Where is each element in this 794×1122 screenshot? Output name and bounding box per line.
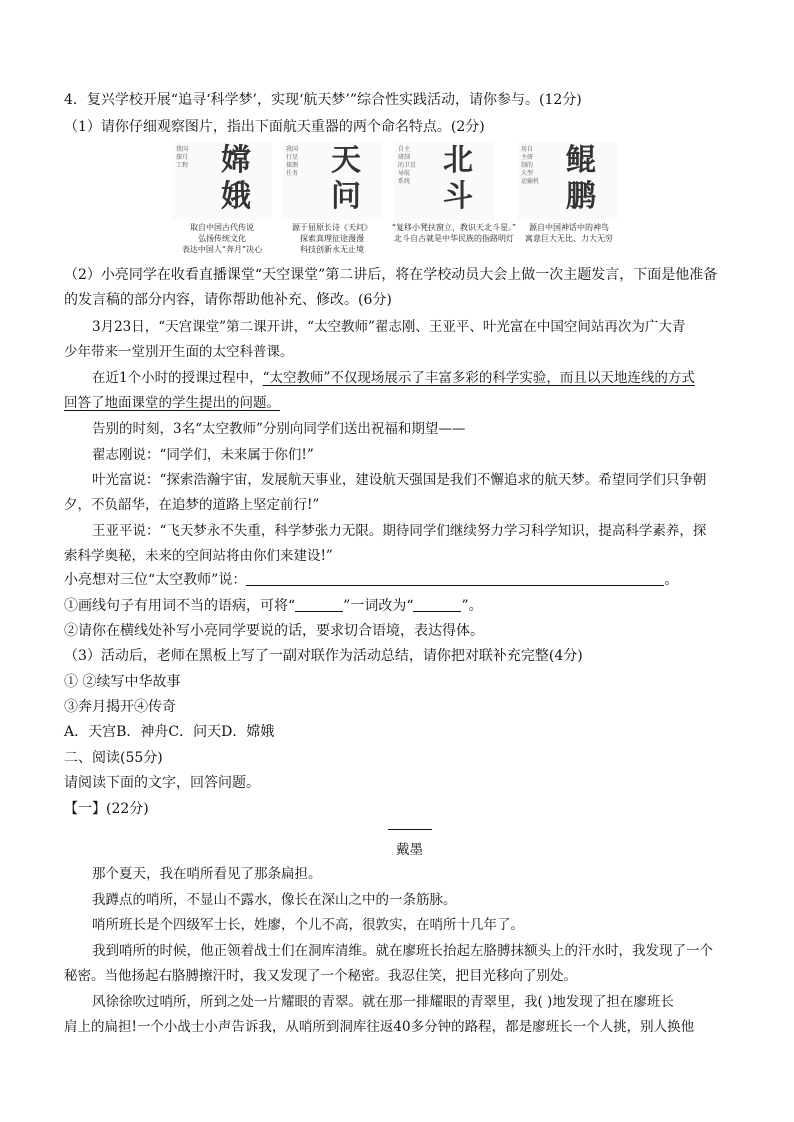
story-para3: 哨所班长是个四级军士长，姓廖，个儿不高，很敦实，在哨所十几年了。 bbox=[92, 917, 524, 933]
spacecraft-figure-strip bbox=[172, 142, 632, 252]
answer-options: A．天宫B．神舟C．问天D．嫦娥 bbox=[64, 724, 275, 740]
figure-chang-e: 我国 探月 工程 嫦 娥 bbox=[172, 142, 272, 220]
figure-wentian: 我国 行星 探测 任务 天 问 bbox=[282, 142, 382, 220]
underlined-sentence: “太空教师”不仅现场展示了丰富多彩的科学实验，而且以天地连线的方式 bbox=[262, 370, 695, 386]
speech-para2-line2: 回答了地面课堂的学生提出的问题。 bbox=[64, 395, 280, 411]
subquestion-2: ②请你在横线处补写小亮同学要说的话，要求切合语境，表达得体。 bbox=[64, 623, 484, 639]
say-to-teachers: 小亮想对三位“太空教师”说： 。 bbox=[64, 572, 679, 588]
title-rule bbox=[388, 829, 432, 830]
caption-beidou: “复移小凳扶窗立，教识天北斗星。” 北斗自古就是中华民族的指路明灯 bbox=[391, 223, 517, 243]
part-1-heading: 【一】(22分) bbox=[64, 801, 149, 817]
subquestion-1: ①画线句子有用词不当的语病，可将“ ”一词改为“ ”。 bbox=[64, 598, 483, 614]
question-4-2-line2: 的发言稿的部分内容，请你帮助他补充、修改。(6分) bbox=[64, 292, 392, 308]
story-para2: 我蹲点的哨所，不显山不露水，像长在深山之中的一条筋脉。 bbox=[92, 892, 457, 908]
couplet-line2: ③奔月揭开④传奇 bbox=[64, 699, 176, 715]
caption-chang-e: 取自中国古代传说 弘扬传统文化 表达中国人“奔月”决心 bbox=[181, 223, 263, 254]
story-para4-line2: 秘密。当他扬起右胳膊擦汗时，我又发现了一个秘密。我忍住笑，把目光移向了别处。 bbox=[64, 968, 577, 984]
story-para5-line1: 风徐徐吹过哨所，所到之处一片耀眼的青翠。就在那一排耀眼的青翠里，我( )地发现了担在廖班长 bbox=[92, 994, 674, 1010]
speech-para6-line1: 王亚平说：“飞天梦永不失重，科学梦张力无限。期待同学们继续努力学习科学知识，提高科学素养，探 bbox=[92, 523, 707, 539]
question-4-3: （3）活动后，老师在黑板上写了一副对联作为活动总结，请你把对联补充完整(4分) bbox=[64, 648, 583, 664]
reading-instruction: 请阅读下面的文字，回答问题。 bbox=[64, 775, 260, 791]
figure-beidou: 自主 研制 的卫星 导航 系统 北 斗 bbox=[394, 142, 494, 220]
caption-kunpeng: 源自中国神话中的神鸟 寓意巨大无比、力大无穷 bbox=[525, 223, 613, 243]
couplet-line1: ① ②续写中华故事 bbox=[64, 674, 181, 690]
section-2-heading: 二、阅读(55分) bbox=[64, 750, 163, 766]
story-para5-line2: 肩上的扁担!一个小战士小声告诉我，从哨所到洞库往返40多分钟的路程，都是廖班长一个人挑，别人换他 bbox=[64, 1019, 695, 1035]
question-4-2-line1: （2）小亮同学在收看直播课堂“天空课堂”第二讲后，将在学校动员大会上做一次主题发言，下面是他准备 bbox=[64, 267, 718, 283]
answer-blank-original-word[interactable] bbox=[295, 597, 343, 612]
speech-para6-line2: 索科学奥秘，未来的空间站将由你们来建设!” bbox=[64, 548, 333, 564]
speech-para1-line1: 3月23日，“天宫课堂”第二课开讲，“太空教师”翟志刚、王亚平、叶光富在中国空间站再次为广大青 bbox=[92, 319, 686, 335]
speech-para5-line1: 叶光富说：“探索浩瀚宇宙，发展航天事业，建设航天强国是我们不懈追求的航天梦。希望同学们只争朝 bbox=[92, 472, 707, 488]
answer-blank-replacement-word[interactable] bbox=[413, 597, 461, 612]
speech-para3: 告别的时刻，3名“太空教师”分别向同学们送出祝福和期望—— bbox=[92, 421, 466, 437]
caption-wentian: 源于屈原长诗《天问》 探索真理征途漫漫 科技创新永无止境 bbox=[292, 223, 372, 254]
speech-para2-line1: 在近1个小时的授课过程中，“太空教师”不仅现场展示了丰富多彩的科学实验，而且以天地连线的方式 bbox=[92, 370, 695, 386]
article-author: 戴墨 bbox=[396, 842, 423, 858]
speech-para4: 翟志刚说：“同学们，未来属于你们!” bbox=[92, 447, 314, 463]
story-para1: 那个夏天，我在哨所看见了那条扁担。 bbox=[92, 866, 322, 882]
speech-para1-line2: 少年带来一堂別开生面的太空科普课。 bbox=[64, 344, 294, 360]
story-para4-line1: 我到哨所的时候，他正领着战士们在洞库清维。就在廖班长抬起左胳膊抹额头上的汗水时，我发现了一个 bbox=[92, 943, 713, 959]
answer-blank-long[interactable] bbox=[246, 571, 664, 586]
question-4: 4．复兴学校开展“追寻‘科学梦’，实现‘航天梦’”综合性实践活动，请你参与。(12分) bbox=[64, 92, 582, 108]
figure-kunpeng: 用自 主研 制的 大型 运输机 鲲 鹏 bbox=[517, 142, 617, 220]
speech-para5-line2: 夕，不负韶华，在追梦的道路上坚定前行!” bbox=[64, 497, 320, 513]
question-4-1: （1）请你仔细观察图片，指出下面航天重器的两个命名特点。(2分) bbox=[64, 119, 485, 135]
